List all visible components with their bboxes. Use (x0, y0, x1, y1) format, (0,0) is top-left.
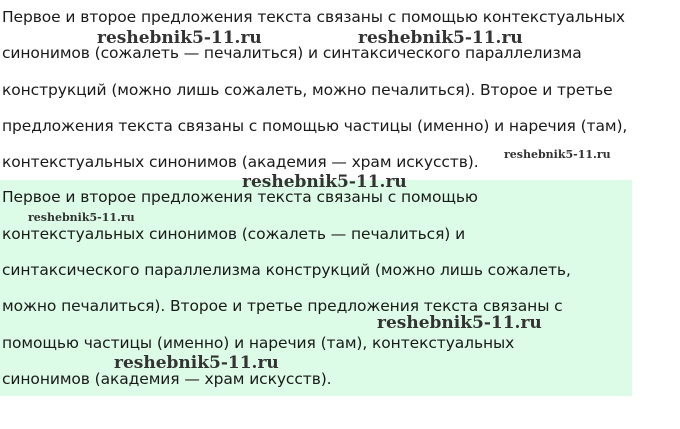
text-line: можно печалиться). Второе и третье предложения текста связаны с (2, 297, 563, 315)
text-line: Первое и второе предложения текста связаны с помощью контекстуальных (2, 8, 625, 26)
text-line: Первое и второе предложения текста связаны с помощью (2, 188, 478, 206)
watermark: reshebnik5-11.ru (97, 28, 262, 48)
watermark: reshebnik5-11.ru (114, 353, 279, 373)
text-line: помощью частицы (именно) и наречия (там), контекстуальных (2, 334, 515, 352)
text-line: синтаксического параллелизма конструкций (можно лишь сожалеть, (2, 261, 571, 279)
watermark: reshebnik5-11.ru (28, 211, 135, 224)
text-line: предложения текста связаны с помощью частицы (именно) и наречия (там), (2, 117, 628, 135)
text-line: контекстуальных синонимов (сожалеть — печалиться) и (2, 225, 466, 243)
watermark: reshebnik5-11.ru (242, 172, 407, 192)
text-line: синонимов (академия — храм искусств). (2, 370, 332, 388)
watermark: reshebnik5-11.ru (358, 28, 523, 48)
text-line: синонимов (сожалеть — печалиться) и синтаксического параллелизма (2, 44, 582, 62)
watermark: reshebnik5-11.ru (504, 148, 611, 161)
text-line: контекстуальных синонимов (академия — храм искусств). (2, 153, 479, 171)
watermark: reshebnik5-11.ru (377, 313, 542, 333)
text-line: конструкций (можно лишь сожалеть, можно печалиться). Второе и третье (2, 81, 613, 99)
